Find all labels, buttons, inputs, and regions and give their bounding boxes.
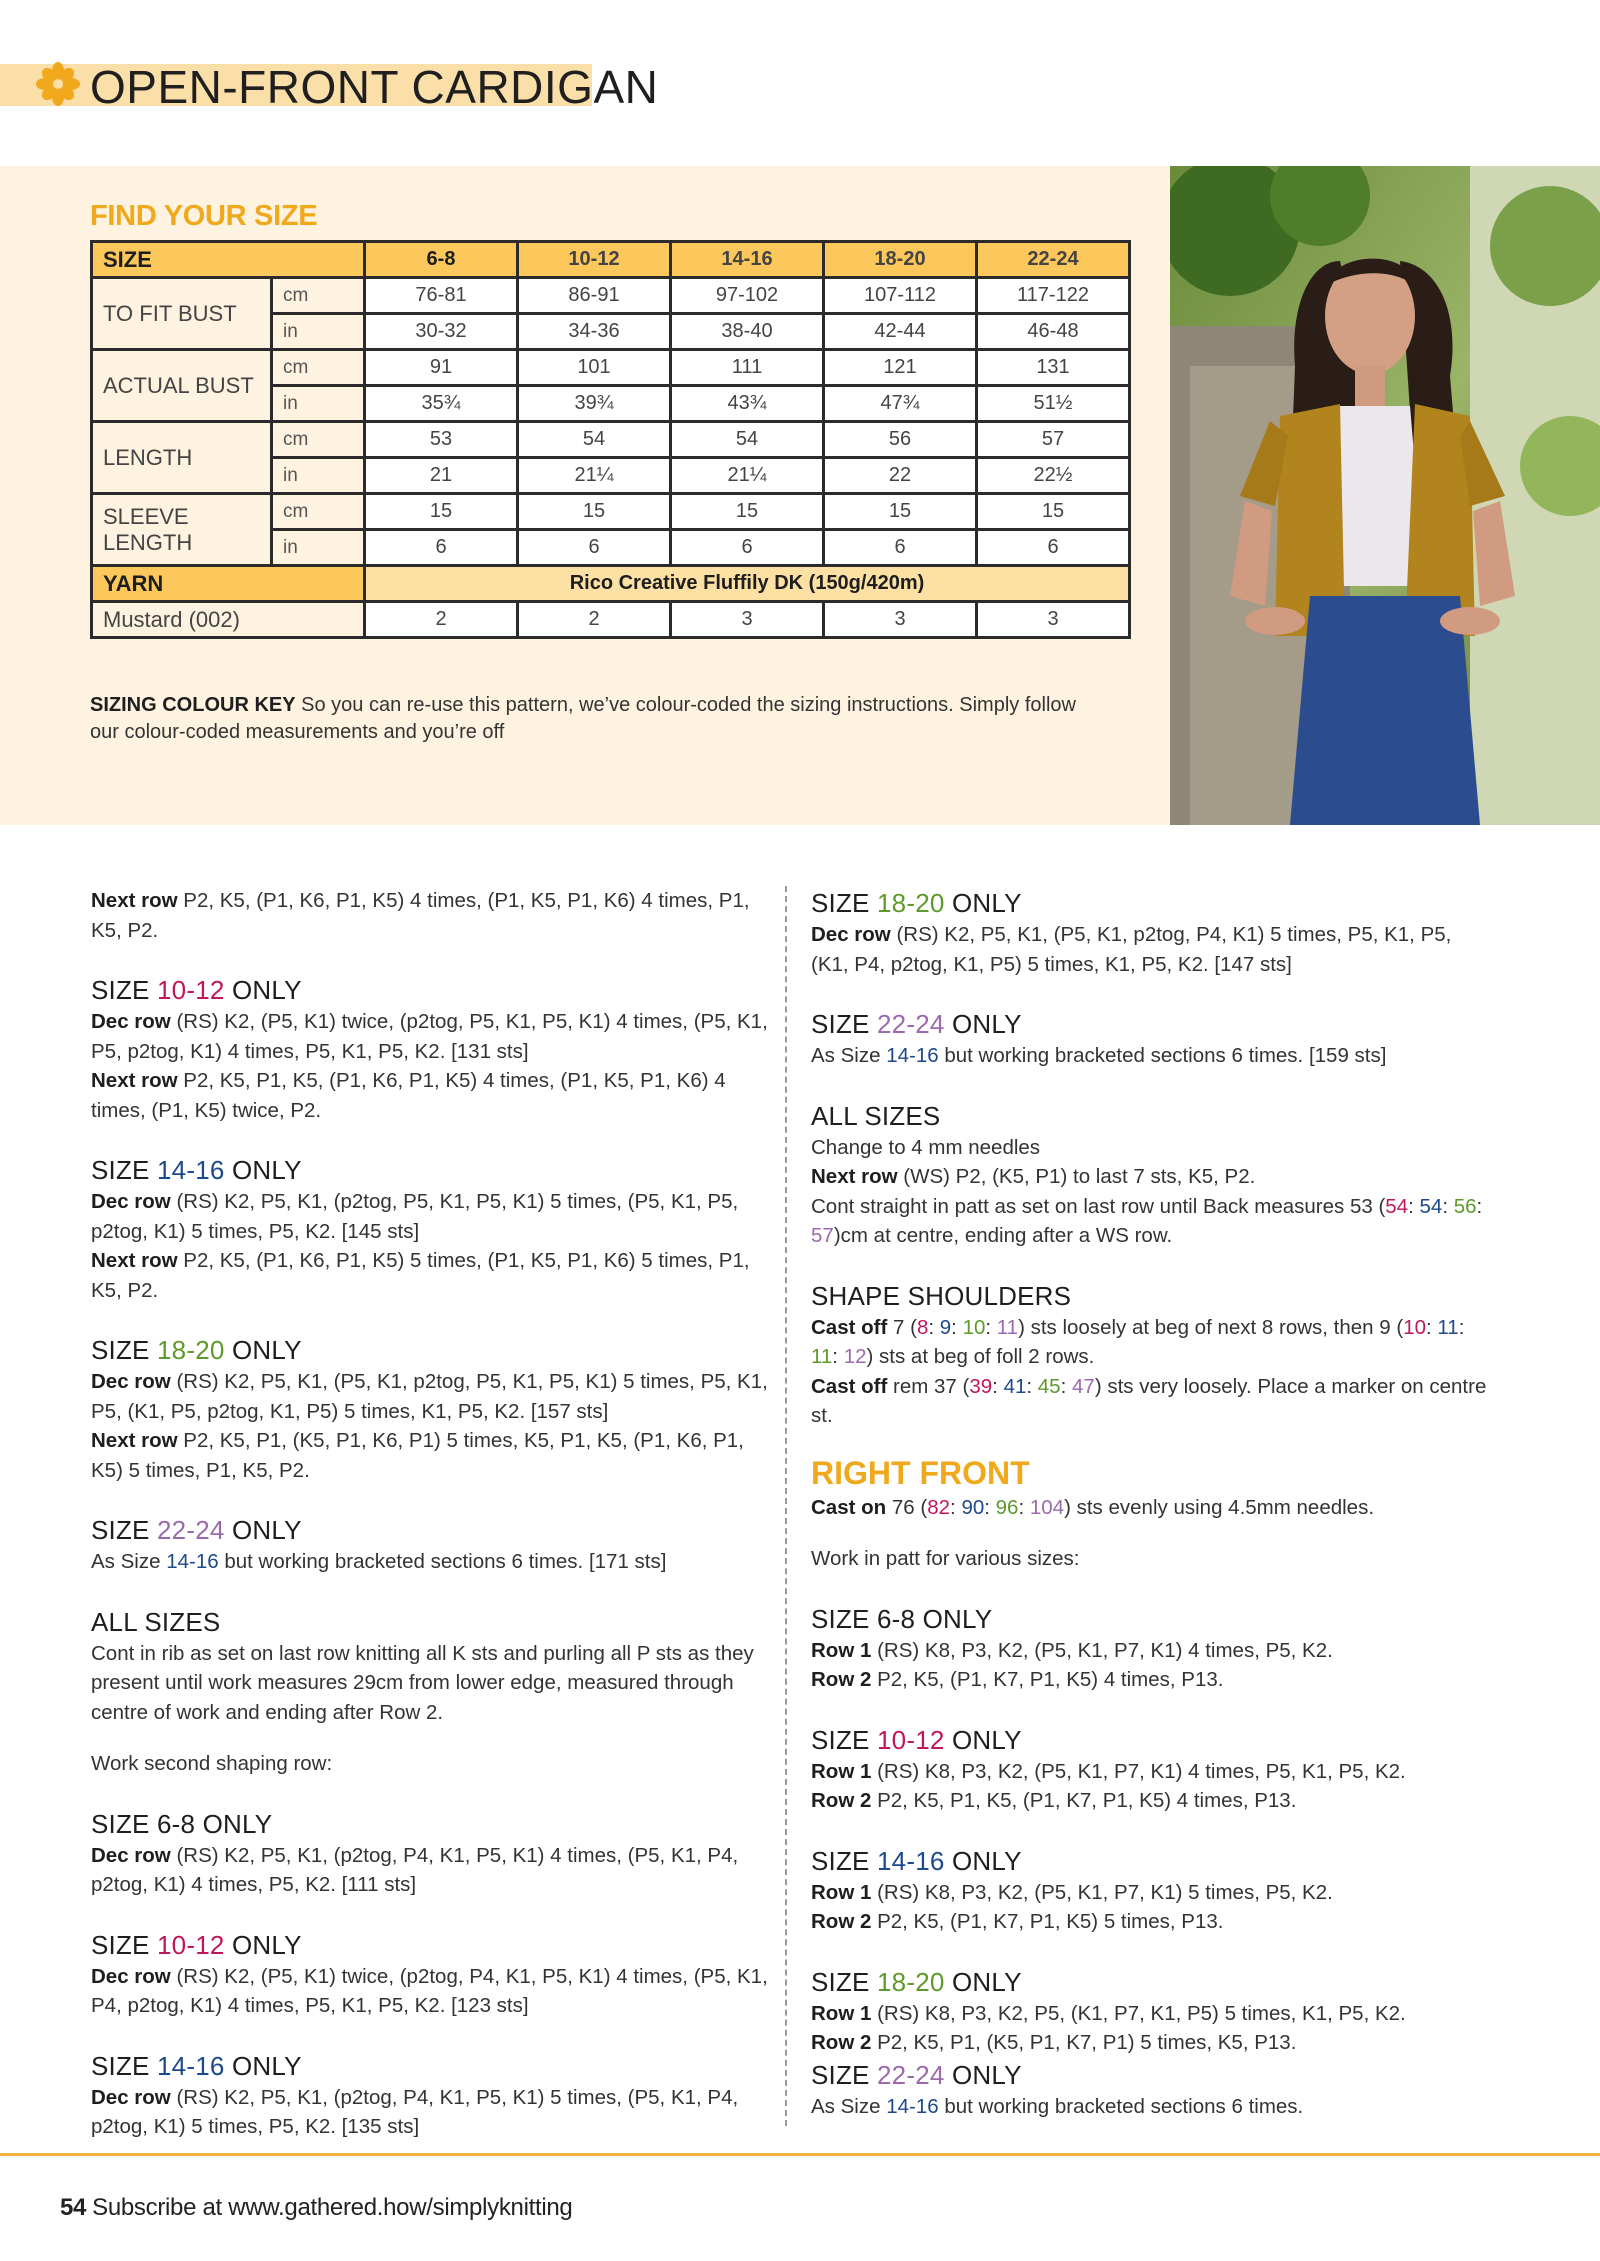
left-column bbox=[91, 886, 771, 2142]
table-cell: 35¾ bbox=[365, 386, 518, 422]
find-size-heading: FIND YOUR SIZE bbox=[90, 200, 318, 232]
colour-label: Mustard (002) bbox=[92, 602, 365, 638]
size-header-row bbox=[92, 242, 1130, 278]
pattern-row: Work in patt for various sizes: bbox=[811, 1547, 1080, 1570]
table-cell: 6 bbox=[671, 530, 824, 566]
page-title: OPEN-FRONT CARDIGAN bbox=[90, 61, 659, 113]
flower-icon bbox=[36, 62, 80, 106]
table-cell: 15 bbox=[671, 494, 824, 530]
pattern-row bbox=[91, 1007, 771, 1066]
section-heading: SIZE 14-16 ONLY bbox=[91, 1155, 302, 1185]
yarn-name: Rico Creative Fluffily DK (150g/420m) bbox=[365, 566, 1130, 602]
pattern-row: Cast on 76 (82: 90: 96: 104) sts evenly using 4.5mm needles. bbox=[811, 1495, 1375, 1519]
unit-label: in bbox=[272, 386, 365, 422]
table-cell: 86-91 bbox=[518, 278, 671, 314]
key-label: SIZING COLOUR KEY bbox=[90, 694, 296, 716]
table-cell: 57 bbox=[977, 422, 1130, 458]
section-heading: SIZE 18-20 ONLY bbox=[811, 888, 1022, 918]
footer-rule bbox=[0, 2153, 1600, 2156]
row-label: Next row bbox=[91, 1249, 178, 1272]
measure-label: SLEEVE LENGTH bbox=[92, 494, 272, 566]
table-cell: 53 bbox=[365, 422, 518, 458]
pattern-row: Row 1 (RS) K8, P3, K2, (P5, K1, P7, K1) 5 times, P5, K2. bbox=[811, 1880, 1333, 1904]
pattern-row bbox=[91, 886, 771, 945]
table-row bbox=[92, 602, 1130, 638]
unit-label: in bbox=[272, 314, 365, 350]
pattern-section bbox=[91, 973, 771, 1125]
table-cell: 101 bbox=[518, 350, 671, 386]
table-cell: 21 bbox=[365, 458, 518, 494]
table-cell: 15 bbox=[977, 494, 1130, 530]
pattern-row bbox=[91, 1367, 771, 1426]
pattern-row: Row 1 (RS) K8, P3, K2, (P5, K1, P7, K1) 4 times, P5, K2. bbox=[811, 1638, 1333, 1662]
table-cell: 54 bbox=[671, 422, 824, 458]
section-heading: SIZE 14-16 ONLY bbox=[91, 2050, 302, 2081]
size-col: 18-20 bbox=[824, 242, 977, 278]
sizing-colour-key bbox=[90, 692, 1110, 746]
table-cell: 21¼ bbox=[518, 458, 671, 494]
measure-label: TO FIT BUST bbox=[92, 278, 272, 350]
pattern-section bbox=[811, 2058, 1491, 2122]
unit-label: cm bbox=[272, 494, 365, 530]
row-text: (RS) K2, P5, K1, (p2tog, P5, K1, P5, K1) 5 times, (P5, K1, P5, p2tog, K1) 5 times, P5, K2. [145 sts] bbox=[91, 1190, 739, 1243]
pattern-section bbox=[91, 886, 771, 945]
pattern-row: Cont in rib as set on last row knitting all K sts and purling all P sts as they present until work measures 29cm from lower edge, measured through centre of work and ending after Row 2. bbox=[91, 1641, 754, 1724]
pattern-row: As Size 14-16 but working bracketed sections 6 times. [159 sts] bbox=[811, 1044, 1387, 1067]
pattern-row: Row 1 (RS) K8, P3, K2, P5, (K1, P7, K1, P5) 5 times, K1, P5, K2. bbox=[811, 2001, 1406, 2025]
table-cell: 39¾ bbox=[518, 386, 671, 422]
row-text: (RS) K2, P5, K1, (p2tog, P4, K1, P5, K1) 4 times, (P5, K1, P4, p2tog, K1) 4 times, P5, K2. [111 sts] bbox=[91, 1843, 739, 1896]
table-cell: 30-32 bbox=[365, 314, 518, 350]
model-photo bbox=[1170, 166, 1600, 825]
pattern-row bbox=[91, 1841, 771, 1900]
pattern-row: Row 2 P2, K5, (P1, K7, P1, K5) 5 times, P13. bbox=[811, 1910, 1224, 1933]
table-cell: 6 bbox=[977, 530, 1130, 566]
table-row bbox=[92, 278, 1130, 314]
table-cell: 34-36 bbox=[518, 314, 671, 350]
pattern-section bbox=[91, 1928, 771, 2021]
pattern-section bbox=[811, 1099, 1491, 1251]
table-cell: 15 bbox=[824, 494, 977, 530]
pattern-row: Row 2 P2, K5, P1, (K5, P1, K7, P1) 5 times, K5, P13. bbox=[811, 2031, 1297, 2054]
size-col: 22-24 bbox=[977, 242, 1130, 278]
unit-label: cm bbox=[272, 278, 365, 314]
table-cell: 76-81 bbox=[365, 278, 518, 314]
table-row bbox=[92, 422, 1130, 458]
section-heading: SIZE 18-20 ONLY bbox=[811, 1966, 1022, 1997]
size-table bbox=[90, 240, 1131, 639]
unit-label: cm bbox=[272, 350, 365, 386]
footer bbox=[60, 2194, 572, 2222]
pattern-section bbox=[811, 1602, 1491, 1695]
row-label: Next row bbox=[91, 1069, 178, 1092]
row-label: Dec row bbox=[91, 1370, 171, 1393]
measure-label: ACTUAL BUST bbox=[92, 350, 272, 422]
pattern-section bbox=[811, 1844, 1491, 1937]
table-cell: 2 bbox=[365, 602, 518, 638]
unit-label: in bbox=[272, 458, 365, 494]
pattern-row: Row 2 P2, K5, P1, K5, (P1, K7, P1, K5) 4 times, P13. bbox=[811, 1789, 1297, 1812]
row-text: (RS) K2, P5, K1, (P5, K1, p2tog, P5, K1, P5, K1) 5 times, P5, K1, P5, (K1, P5, p2tog, K1, P5) 5 times, K1, P5, K2. [157 sts] bbox=[91, 1370, 768, 1423]
table-cell: 15 bbox=[365, 494, 518, 530]
row-text: (RS) K2, (P5, K1) twice, (p2tog, P5, K1, P5, K1) 4 times, (P5, K1, P5, p2tog, K1) 4 times, P5, K1, P5, K2. [131 sts] bbox=[91, 1010, 768, 1063]
row-label: Next row bbox=[91, 889, 178, 912]
row-text: P2, K5, P1, K5, (P1, K6, P1, K5) 4 times, (P1, K5, P1, K6) 4 times, (P1, K5) twice, P2. bbox=[91, 1069, 726, 1122]
yarn-label: YARN bbox=[92, 566, 365, 602]
row-label: Dec row bbox=[91, 2085, 171, 2109]
size-col: 14-16 bbox=[671, 242, 824, 278]
section-heading: SIZE 22-24 ONLY bbox=[91, 1515, 302, 1545]
row-text: P2, K5, P1, (K5, P1, K6, P1) 5 times, K5, P1, K5, (P1, K6, P1, K5) 5 times, P1, K5, P2. bbox=[91, 1429, 744, 1482]
pattern-row: Cont straight in patt as set on last row until Back measures 53 (54: 54: 56: 57)cm at centre, ending after a WS row. bbox=[811, 1194, 1483, 1247]
section-heading: SIZE 6-8 ONLY bbox=[91, 1808, 273, 1839]
pattern-section bbox=[91, 1153, 771, 1305]
table-cell: 6 bbox=[824, 530, 977, 566]
pattern-section bbox=[91, 1513, 771, 1577]
table-cell: 46-48 bbox=[977, 314, 1130, 350]
table-cell: 51½ bbox=[977, 386, 1130, 422]
table-cell: 56 bbox=[824, 422, 977, 458]
section-heading: ALL SIZES bbox=[811, 1100, 941, 1131]
pattern-row: Row 1 (RS) K8, P3, K2, (P5, K1, P7, K1) 4 times, P5, K1, P5, K2. bbox=[811, 1759, 1406, 1783]
row-label: Dec row bbox=[91, 1190, 171, 1213]
pattern-section bbox=[811, 1965, 1491, 2058]
table-cell: 38-40 bbox=[671, 314, 824, 350]
table-cell: 107-112 bbox=[824, 278, 977, 314]
row-label: Dec row bbox=[91, 1964, 171, 1988]
table-cell: 131 bbox=[977, 350, 1130, 386]
section-heading: SIZE 10-12 ONLY bbox=[811, 1724, 1022, 1755]
table-cell: 91 bbox=[365, 350, 518, 386]
table-cell: 97-102 bbox=[671, 278, 824, 314]
pattern-section bbox=[811, 1279, 1491, 1431]
pattern-section bbox=[91, 1333, 771, 1485]
table-cell: 54 bbox=[518, 422, 671, 458]
table-cell: 15 bbox=[518, 494, 671, 530]
size-label: SIZE bbox=[92, 242, 365, 278]
pattern-row bbox=[91, 1426, 771, 1485]
table-cell: 3 bbox=[824, 602, 977, 638]
table-cell: 22½ bbox=[977, 458, 1130, 494]
row-text: (RS) K2, P5, K1, (p2tog, P4, K1, P5, K1) 5 times, (P5, K1, P4, p2tog, K1) 5 times, P5, K2. [135 sts] bbox=[91, 2085, 739, 2138]
row-label: Dec row bbox=[91, 1010, 171, 1033]
pattern-row: Row 2 P2, K5, (P1, K7, P1, K5) 4 times, P13. bbox=[811, 1668, 1224, 1691]
size-col: 10-12 bbox=[518, 242, 671, 278]
yarn-row bbox=[92, 566, 1130, 602]
table-cell: 47¾ bbox=[824, 386, 977, 422]
table-cell: 121 bbox=[824, 350, 977, 386]
table-cell: 3 bbox=[671, 602, 824, 638]
table-cell: 6 bbox=[518, 530, 671, 566]
section-heading: SIZE 22-24 ONLY bbox=[811, 1009, 1022, 1039]
right-front-heading: RIGHT FRONT bbox=[811, 1454, 1030, 1491]
table-cell: 43¾ bbox=[671, 386, 824, 422]
row-text: (RS) K2, (P5, K1) twice, (p2tog, P4, K1, P5, K1) 4 times, (P5, K1, P4, p2tog, K1) 4 times, P5, K1, P5, K2. [123 sts] bbox=[91, 1964, 768, 2017]
pattern-row: Dec row (RS) K2, P5, K1, (P5, K1, p2tog, P4, K1) 5 times, P5, K1, P5, (K1, P4, p2tog, K1, P5) 5 times, K1, P5, K2. [147 sts] bbox=[811, 923, 1452, 976]
section-heading: SHAPE SHOULDERS bbox=[811, 1280, 1072, 1311]
right-column bbox=[811, 886, 1491, 2121]
table-row bbox=[92, 350, 1130, 386]
table-row bbox=[92, 494, 1130, 530]
pattern-row: As Size 14-16 but working bracketed sections 6 times. bbox=[811, 2094, 1304, 2118]
section-heading: SIZE 22-24 ONLY bbox=[811, 2059, 1022, 2090]
pattern-row bbox=[91, 1066, 771, 1125]
pattern-row: Work second shaping row: bbox=[91, 1752, 333, 1775]
size-col: 6-8 bbox=[365, 242, 518, 278]
section-heading: SIZE 10-12 ONLY bbox=[91, 975, 302, 1005]
pattern-section bbox=[811, 1453, 1491, 1574]
pattern-section bbox=[811, 886, 1491, 979]
section-heading: SIZE 14-16 ONLY bbox=[811, 1845, 1022, 1876]
pattern-row bbox=[91, 2083, 771, 2142]
table-cell: 6 bbox=[365, 530, 518, 566]
pattern-section bbox=[91, 2049, 771, 2142]
pattern-row: Cast off 7 (8: 9: 10: 11) sts loosely at beg of next 8 rows, then 9 (10: 11: 11: 12) sts at beg of foll 2 rows. bbox=[811, 1315, 1465, 1368]
column-divider bbox=[785, 886, 787, 2126]
row-text: P2, K5, (P1, K6, P1, K5) 5 times, (P1, K5, P1, K6) 5 times, P1, K5, P2. bbox=[91, 1249, 750, 1302]
section-heading: SIZE 10-12 ONLY bbox=[91, 1929, 302, 1960]
row-label: Dec row bbox=[91, 1843, 171, 1867]
table-cell: 2 bbox=[518, 602, 671, 638]
footer-text: Subscribe at www.gathered.how/simplyknitting bbox=[92, 2194, 573, 2221]
measure-label: LENGTH bbox=[92, 422, 272, 494]
pattern-row: As Size 14-16 but working bracketed sections 6 times. [171 sts] bbox=[91, 1550, 667, 1573]
pattern-section bbox=[91, 1807, 771, 1900]
section-heading: ALL SIZES bbox=[91, 1606, 221, 1637]
table-cell: 42-44 bbox=[824, 314, 977, 350]
unit-label: cm bbox=[272, 422, 365, 458]
pattern-section bbox=[811, 1007, 1491, 1071]
table-cell: 21¼ bbox=[671, 458, 824, 494]
row-text: P2, K5, (P1, K6, P1, K5) 4 times, (P1, K5, P1, K6) 4 times, P1, K5, P2. bbox=[91, 889, 750, 942]
pattern-row bbox=[91, 1246, 771, 1305]
table-cell: 22 bbox=[824, 458, 977, 494]
row-label: Next row bbox=[91, 1429, 178, 1452]
pattern-row: Next row (WS) P2, (K5, P1) to last 7 sts, K5, P2. bbox=[811, 1165, 1256, 1188]
key-text: So you can re-use this pattern, we’ve colour-coded the sizing instructions. Simply follow our colour-coded measurements and you’re off bbox=[90, 694, 1076, 743]
section-heading: SIZE 6-8 ONLY bbox=[811, 1603, 993, 1634]
pattern-section bbox=[811, 1723, 1491, 1816]
unit-label: in bbox=[272, 530, 365, 566]
pattern-row: Cast off rem 37 (39: 41: 45: 47) sts very loosely. Place a marker on centre st. bbox=[811, 1374, 1487, 1427]
page-number: 54 bbox=[60, 2194, 87, 2221]
pattern-row: Change to 4 mm needles bbox=[811, 1135, 1041, 1159]
pattern-row bbox=[91, 1962, 771, 2021]
table-cell: 3 bbox=[977, 602, 1130, 638]
pattern-row bbox=[91, 1187, 771, 1246]
section-heading: SIZE 18-20 ONLY bbox=[91, 1335, 302, 1365]
table-cell: 117-122 bbox=[977, 278, 1130, 314]
pattern-section bbox=[91, 1605, 771, 1779]
table-cell: 111 bbox=[671, 350, 824, 386]
